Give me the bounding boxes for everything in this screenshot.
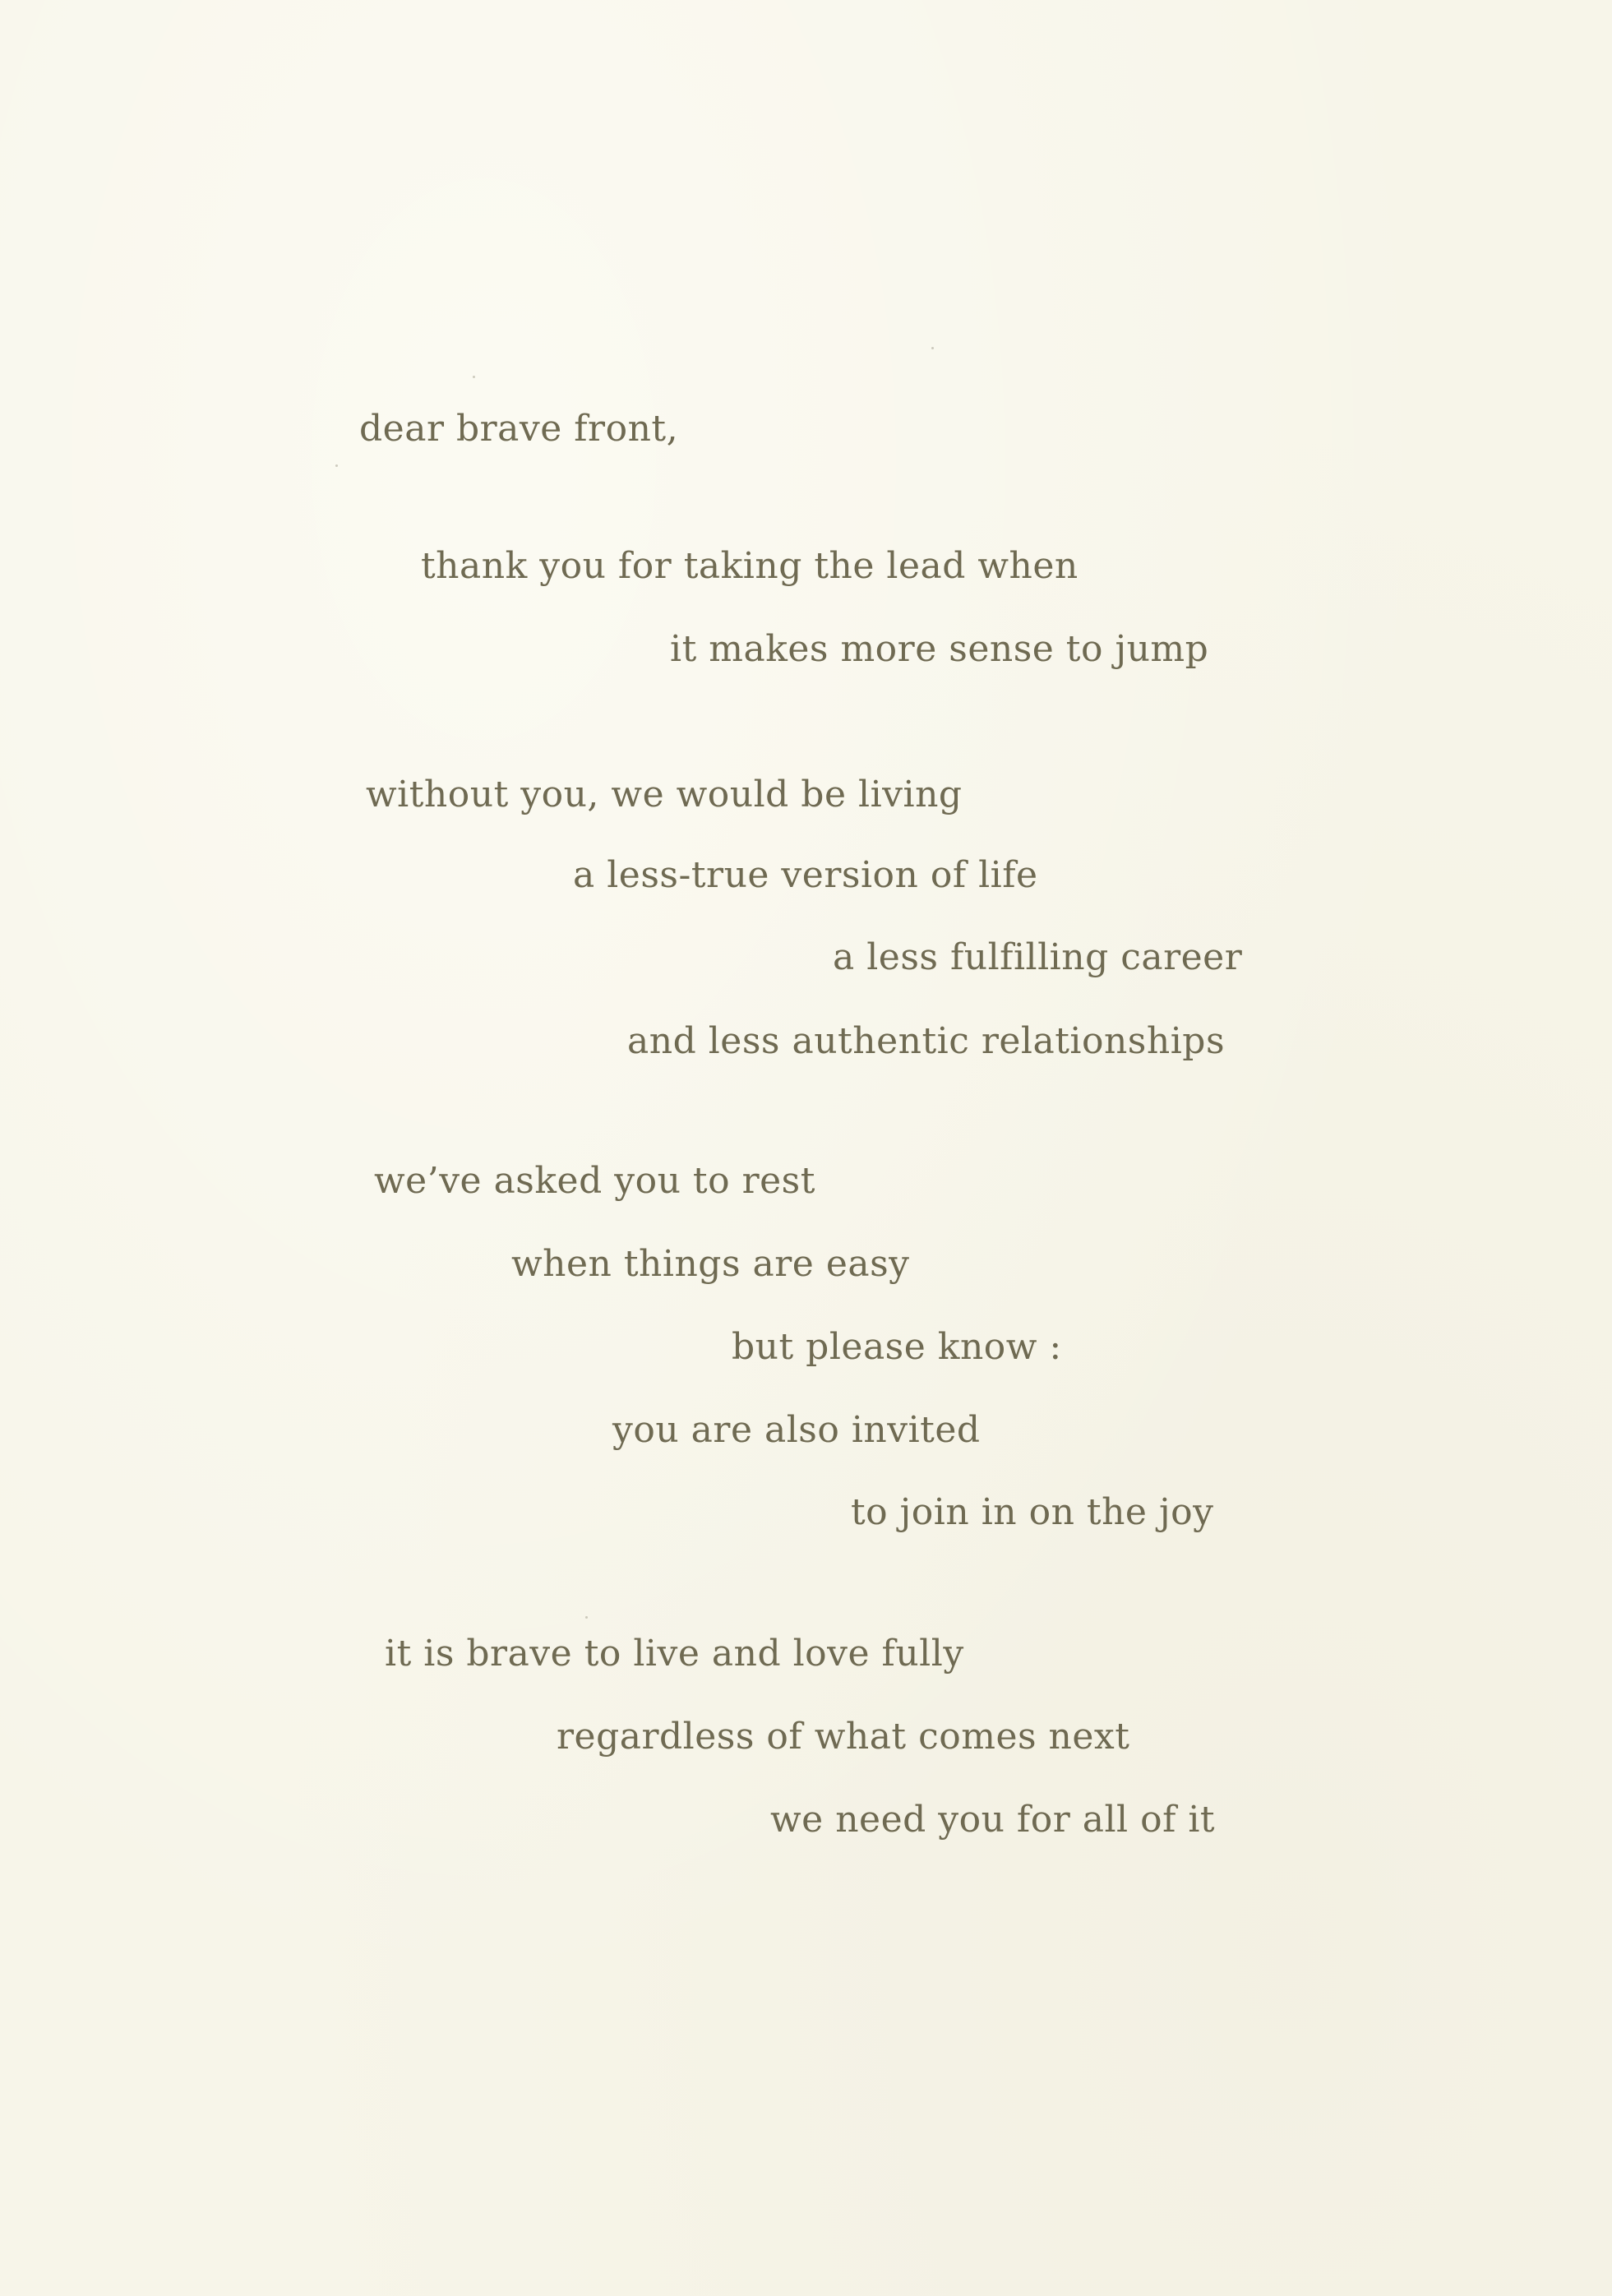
greeting-line: dear brave front,	[359, 408, 679, 450]
stanza-3-line-3: but please know :	[732, 1326, 1062, 1368]
stanza-4-line-2: regardless of what comes next	[557, 1716, 1130, 1758]
stanza-3-line-5: to join in on the joy	[851, 1491, 1214, 1533]
paper-speck	[585, 1616, 588, 1619]
stanza-2-line-3: a less fulfilling career	[833, 936, 1243, 978]
stanza-3-line-2: when things are easy	[511, 1243, 910, 1285]
paper-speck	[931, 347, 934, 349]
paper-speck	[473, 376, 475, 378]
stanza-2-line-2: a less-true version of life	[573, 854, 1038, 896]
stanza-4-line-1: it is brave to live and love fully	[385, 1633, 964, 1675]
stanza-1-line-1: thank you for taking the lead when	[421, 545, 1079, 587]
stanza-4-line-3: we need you for all of it	[770, 1799, 1216, 1841]
stanza-2-line-1: without you, we would be living	[366, 774, 963, 815]
stanza-3-line-1: we’ve asked you to rest	[374, 1160, 815, 1202]
stanza-3-line-4: you are also invited	[612, 1409, 981, 1451]
paper-speck	[335, 464, 338, 467]
stanza-2-line-4: and less authentic relationships	[627, 1020, 1226, 1062]
stanza-1-line-2: it makes more sense to jump	[670, 628, 1209, 670]
